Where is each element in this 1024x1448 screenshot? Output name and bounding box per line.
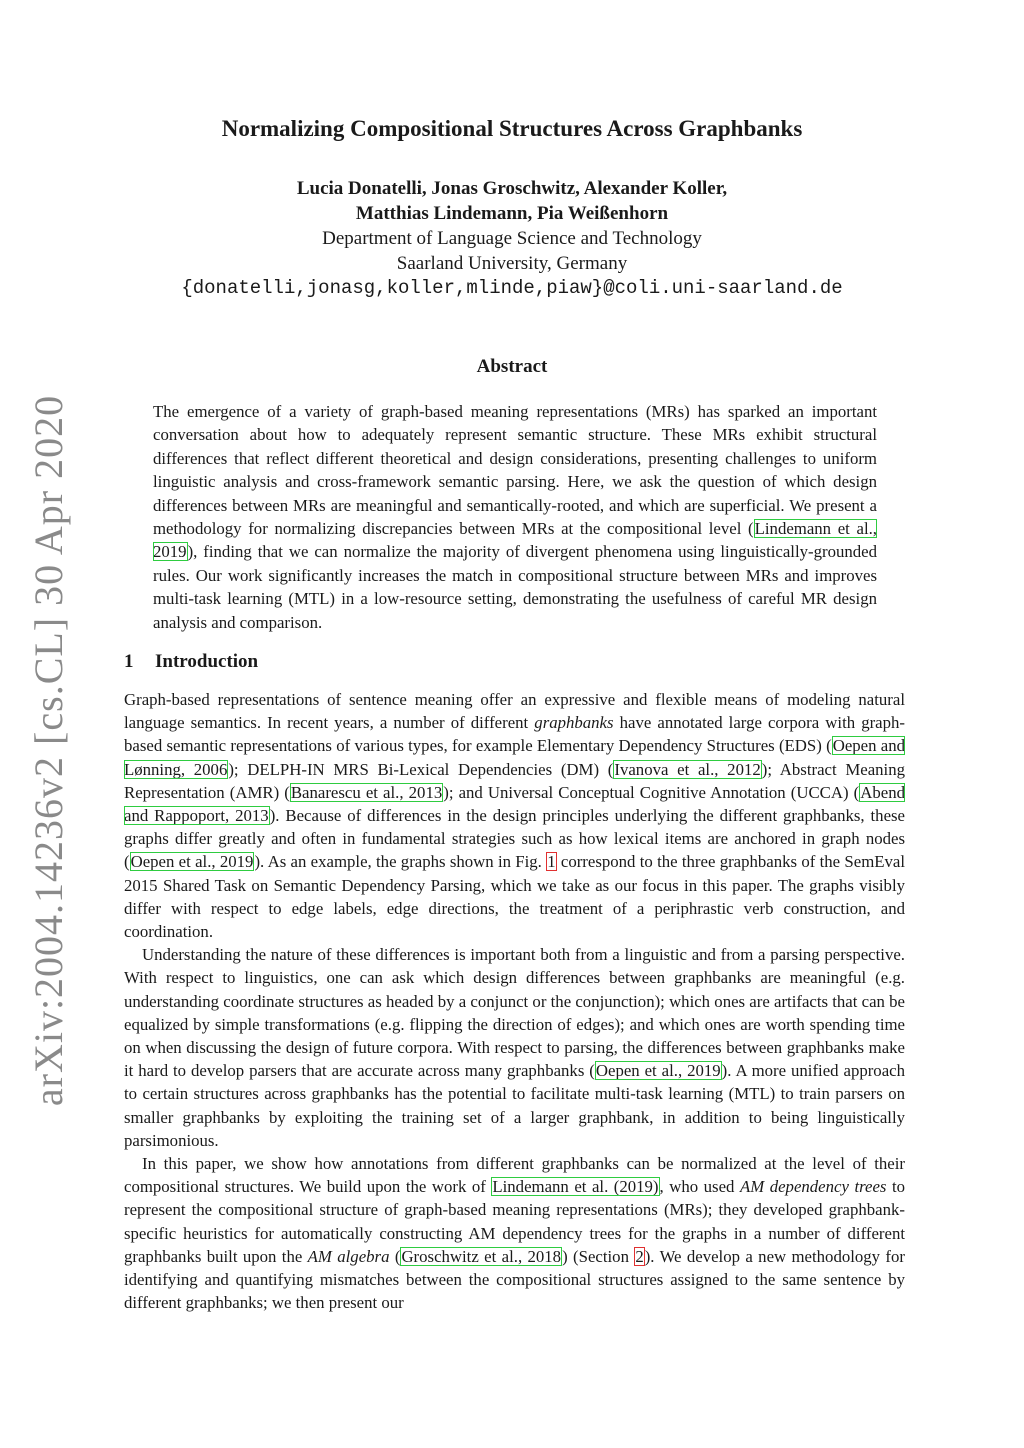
emphasis-am-dependency-trees: AM dependency trees	[739, 1177, 887, 1197]
author-emails: {donatelli,jonasg,koller,mlinde,piaw}@coli.uni-saarland.de	[181, 277, 843, 299]
department: Department of Language Science and Technology	[322, 228, 702, 249]
citation-link[interactable]: Oepen et al., 2019	[130, 852, 254, 872]
citation-link[interactable]: Oepen et al., 2019	[595, 1061, 721, 1081]
authors-line-1: Lucia Donatelli, Jonas Groschwitz, Alexander Koller,	[296, 178, 728, 199]
arxiv-sidebar	[14, 394, 84, 1106]
university: Saarland University, Germany	[396, 253, 628, 274]
citation-link[interactable]: Banarescu et al., 2013	[290, 782, 443, 802]
section-number: 1	[124, 651, 134, 672]
paragraph: Understanding the nature of these differences is important both from a linguistic and from a parsing perspective. With respect to linguistics, one can ask which design differences between graphbanks are meaningful (e.g. understanding coordinate structures as headed by a conjunct or the conjunction); which ones are artifacts that can be equalized by simple transformations (e.g. flipping the direction of edges); and which ones are worth spending time on when discussing the design of future corpora. With respect to parsing, the differences between graphbanks make it hard to develop parsers that are accurate across many graphbanks (Oepen et al., 2019). A more unified approach to certain structures across graphbanks has the potential to facilitate multi-task learning (MTL) to train parsers on smaller graphbanks by exploiting the training set of a larger graphbank, in addition to being linguistically parsimonious.	[124, 945, 905, 1150]
arxiv-identifier: arXiv:2004.14236v2 [cs.CL] 30 Apr 2020	[26, 394, 72, 1106]
paragraph: Graph-based representations of sentence meaning offer an expressive and flexible means of modeling natural language semantics. In recent years, a number of different graphbanks have annotated large corpora with graph-based semantic representations of various types, for example Elementary Dependency Structures (EDS) (Oepen and Lønning, 2006); DELPH-IN MRS Bi-Lexical Dependencies (DM) (Ivanova et al., 2012); Abstract Meaning Representation (AMR) (Banarescu et al., 2013); and Universal Conceptual Cognitive Annotation (UCCA) (Abend and Rappoport, 2013). Because of differences in the design principles underlying the different graphbanks, these graphs differ greatly and often in fundamental strategies such as how lexical items are anchored in graph nodes (Oepen et al., 2019). As an example, the graphs shown in Fig. 1 correspond to the three graphbanks of the SemEval 2015 Shared Task on Semantic Dependency Parsing, which we take as our focus in this paper. The graphs visibly differ with respect to edge labels, edge directions, the treatment of a periphrastic verb construction, and coordination.	[124, 690, 906, 942]
figure-reference-link[interactable]: 1	[547, 852, 556, 872]
citation-link[interactable]: Groschwitz et al., 2018	[401, 1246, 562, 1266]
citation-link[interactable]: Ivanova et al., 2012	[614, 759, 761, 779]
section-reference-link[interactable]: 2	[635, 1246, 644, 1266]
citation-link[interactable]: Lindemann et al. (2019)	[492, 1177, 659, 1197]
emphasis-am-algebra: AM algebra	[307, 1246, 390, 1266]
introduction-body	[124, 688, 905, 1314]
citation-link[interactable]: Abend and Rappoport, 2013	[124, 782, 905, 826]
author-block	[0, 176, 1024, 301]
citation-link[interactable]: Lindemann et al., 2019	[153, 519, 877, 562]
citation-link[interactable]: Oepen and Lønning, 2006	[124, 736, 905, 779]
section-heading-introduction	[124, 651, 258, 673]
authors-line-2: Matthias Lindemann, Pia Weißenhorn	[355, 203, 669, 224]
section-title: Introduction	[155, 651, 259, 672]
paper-title: Normalizing Compositional Structures Across Graphbanks	[221, 116, 803, 141]
paragraph: In this paper, we show how annotations from different graphbanks can be normalized at the level of their compositional structures. We build upon the work of Lindemann et al. (2019), who used AM dependency trees to represent the compositional structure of graph-based meaning representations (MRs); they developed graphbank-specific heuristics for automatically constructing AM dependency trees for the graphs in a number of different graphbanks built upon the AM algebra (Groschwitz et al., 2018) (Section 2). We develop a new methodology for identifying and quantifying mismatches between the compositional structures assigned to the same sentence by different graphbanks; we then present our	[124, 1154, 906, 1313]
abstract-text: The emergence of a variety of graph-based meaning representations (MRs) has sparked an important conversation about how to adequately represent semantic structure. These MRs exhibit structural differences that reflect different theoretical and design considerations, presenting challenges to uniform linguistic analysis and cross-framework semantic parsing. Here, we ask the question of which design differences between MRs are meaningful and semantically-rooted, and which are superficial. We present a methodology for normalizing discrepancies between MRs at the compositional level (Lindemann et al., 2019), finding that we can normalize the majority of divergent phenomena using linguistically-grounded rules. Our work significantly increases the match in compositional structure between MRs and improves multi-task learning (MTL) in a low-resource setting, demonstrating the usefulness of careful MR design analysis and comparison.	[153, 402, 877, 632]
emphasis-graphbanks: graphbanks	[534, 713, 614, 733]
abstract-heading: Abstract	[476, 356, 548, 377]
